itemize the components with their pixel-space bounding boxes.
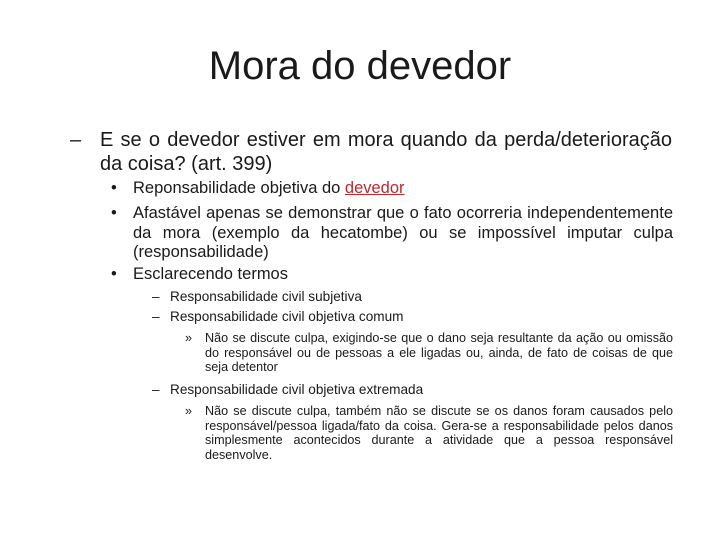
sub-marker: » (185, 404, 193, 418)
question-text: E se o devedor estiver em mora quando da perda/deterioração da coisa? (art. 399) (100, 129, 672, 175)
bullet-marker: • (111, 179, 117, 197)
bullet-item-termos (111, 265, 673, 285)
bullet-item-afastavel (111, 204, 673, 263)
term-objetiva-comum-detail (185, 331, 673, 375)
question-item (70, 128, 672, 176)
bullet-text: Esclarecendo termos (133, 265, 288, 283)
bullet-marker: • (111, 204, 117, 222)
dash-marker: – (152, 309, 160, 324)
term-objetiva-extremada (152, 382, 673, 398)
detail-text: Não se discute culpa, exigindo-se que o dano seja resultante da ação ou omissão do responsável ou de pessoas a ele ligadas ou, ainda, de fato de coisas de que seja detentor (205, 331, 673, 374)
slide-title: Mora do devedor (208, 44, 512, 88)
term-text: Responsabilidade civil objetiva extremada (170, 382, 424, 397)
bullet-marker: • (111, 265, 117, 283)
dash-marker: – (70, 129, 82, 151)
dash-marker: – (152, 382, 160, 397)
bullet-text: Reponsabilidade objetiva do (133, 179, 345, 197)
term-text: Responsabilidade civil objetiva comum (170, 309, 404, 324)
bullet-text: Afastável apenas se demonstrar que o fato ocorreria independentemente da mora (exemplo da hecatombe) ou se impossível imputar culpa (responsabilidade) (133, 204, 673, 262)
term-text: Responsabilidade civil subjetiva (170, 289, 362, 304)
devedor-link[interactable]: devedor (344, 179, 405, 197)
sub-marker: » (185, 331, 193, 345)
dash-marker: – (152, 289, 160, 304)
bullet-item-objective (111, 179, 673, 199)
term-subjetiva (152, 289, 673, 305)
term-objetiva-extremada-detail (185, 404, 673, 462)
term-objetiva-comum (152, 309, 673, 325)
detail-text: Não se discute culpa, também não se discute se os danos foram causados pelo responsável/pessoa ligada/fato da coisa. Gera-se a responsabilidade pelos danos simplesmente acontecidos durante a atividade que a pessoa responsável desenvolve. (205, 404, 673, 462)
